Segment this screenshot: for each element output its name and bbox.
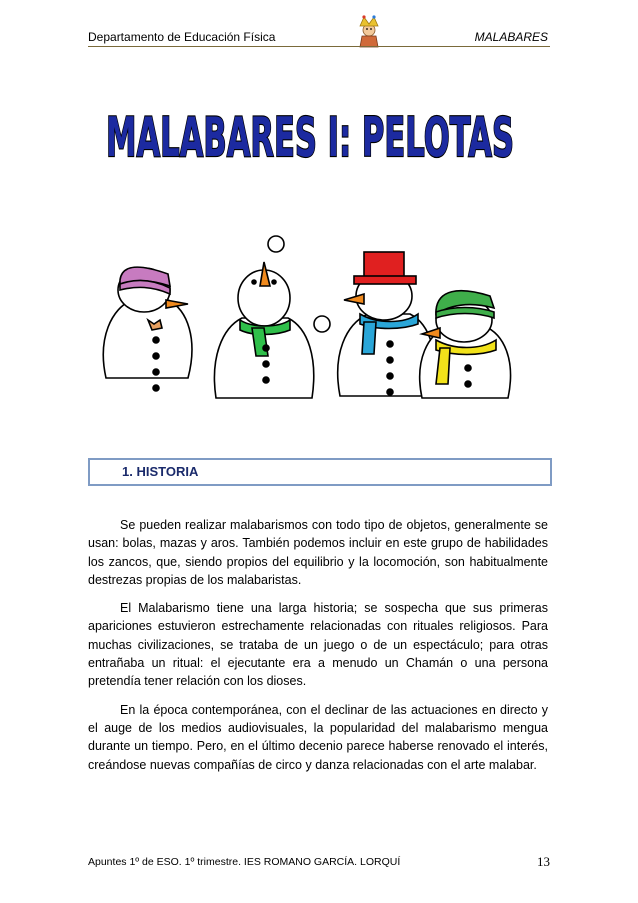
paragraph: Se pueden realizar malabarismos con todo tipo de objetos, generalmente se usan: bolas, mazas y aros. También podemos incluir en este grupo de habilidades los zancos, que, siendo propios del equilibrio y la locomoción, son habitualmente destrezas propias de los malabaristas.: [88, 518, 548, 587]
header-divider: [88, 46, 550, 47]
section-header-box: [88, 458, 552, 486]
page-title-text: MALABARES I: PELOTAS: [106, 106, 514, 169]
snowman-purple-hat: [103, 267, 192, 391]
snowman-green-hat: [420, 291, 511, 398]
page-number: 13: [537, 854, 550, 869]
juggling-snowmen-illustration: [92, 228, 554, 444]
jester-logo-icon: [354, 14, 384, 48]
paragraph: En la época contemporánea, con el declinar de las actuaciones en directo y el auge de los medios audiovisuales, la popularidad del malabarismo mengua durante un tiempo. Pero, en el último decenio parece haberse renovado el interés, creándose nuevas compañías de circo y danza relacionadas con el arte malabar.: [88, 702, 548, 772]
page-footer: [88, 854, 550, 872]
body-text: [88, 516, 548, 784]
page-title: [100, 100, 520, 170]
paragraph: El Malabarismo tiene una larga historia; se sospecha que sus primeras apariciones estuvieron estrechamente relacionadas con rituales religiosos. Para muchas civilizaciones, se trataba de un juego o de un espectáculo; para otras entrañaba un ritual: el ejecutante era a menudo un Chamán o una persona pretendía tener relación con los dioses.: [88, 601, 548, 689]
department-label: Departamento de Educación Física: [88, 30, 276, 44]
section-title: 1. HISTORIA: [122, 464, 199, 479]
footer-text: Apuntes 1º de ESO. 1º trimestre. IES ROMANO GARCÍA. LORQUÍ: [88, 856, 401, 868]
page-header: [88, 26, 550, 48]
snowman-green-scarf: [214, 236, 330, 398]
subject-label: MALABARES: [474, 30, 548, 44]
